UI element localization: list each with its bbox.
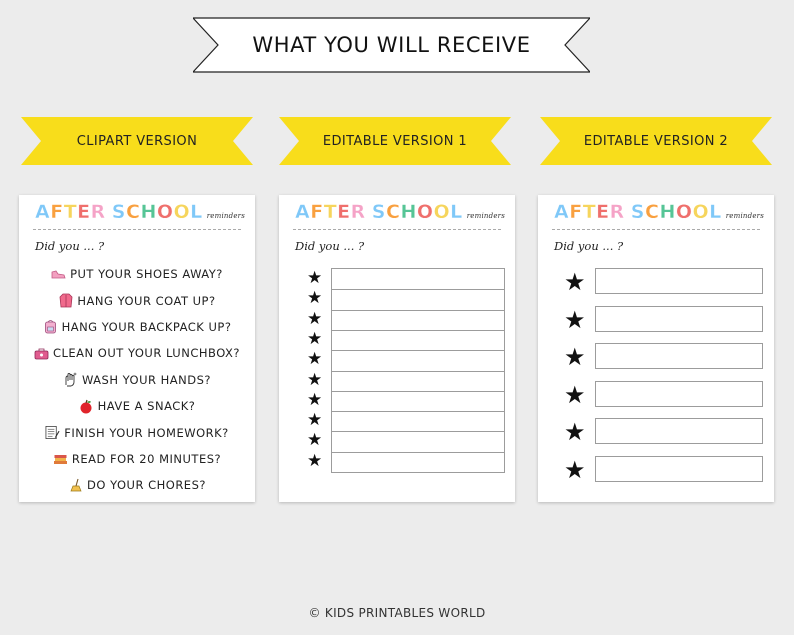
star-icon: ★ <box>564 418 586 446</box>
worksheet-title-text <box>554 201 722 223</box>
star-icon: ★ <box>307 430 323 451</box>
copyright-footer: © KIDS PRINTABLES WORLD <box>308 606 486 620</box>
list-item-text: WASH YOUR HANDS? <box>81 372 212 387</box>
list-item-text: DO YOUR CHORES? <box>87 478 206 493</box>
title-letter: O <box>433 201 451 223</box>
row-divider <box>332 452 504 453</box>
title-letter: R <box>350 201 366 223</box>
title-letter: C <box>125 201 141 223</box>
title-divider <box>33 229 241 230</box>
title-letter: L <box>190 201 203 223</box>
apple-icon <box>79 399 94 414</box>
chores-icon <box>68 478 83 493</box>
title-letter: A <box>554 201 570 223</box>
title-letter: C <box>385 201 401 223</box>
ribbon-editable-1 <box>279 117 511 165</box>
title-letter: O <box>675 201 693 223</box>
worksheet-title-suffix: reminders <box>206 212 246 220</box>
row-divider <box>332 431 504 432</box>
list-item-text: READ FOR 20 MINUTES? <box>71 451 222 466</box>
answer-box[interactable] <box>595 343 763 369</box>
top-banner <box>193 16 590 74</box>
list-item <box>19 340 255 366</box>
answer-row <box>538 306 774 332</box>
list-item <box>19 419 255 445</box>
title-letter: F <box>310 201 324 223</box>
star-icon: ★ <box>307 328 323 349</box>
worksheet-title-text <box>35 201 203 223</box>
title-letter: L <box>450 201 463 223</box>
ribbon-editable-2 <box>540 117 772 165</box>
list-item <box>19 261 255 287</box>
answer-row <box>538 268 774 294</box>
star-icon: ★ <box>307 450 323 471</box>
list-item-text: CLEAN OUT YOUR LUNCHBOX? <box>52 346 240 361</box>
title-letter: F <box>50 201 64 223</box>
title-letter: O <box>156 201 174 223</box>
title-letter: T <box>63 201 78 223</box>
title-letter: S <box>371 201 386 223</box>
star-icon: ★ <box>307 288 323 309</box>
shoe-icon <box>51 267 66 282</box>
title-letter: O <box>173 201 191 223</box>
row-divider <box>332 289 504 290</box>
list-item <box>19 446 255 472</box>
hands-icon <box>63 372 78 387</box>
row-divider <box>332 330 504 331</box>
ribbon-clipart <box>21 117 253 165</box>
row-divider <box>332 391 504 392</box>
lunchbox-icon <box>34 346 49 361</box>
title-letter: S <box>630 201 645 223</box>
star-icon: ★ <box>564 455 586 484</box>
ribbon-label: EDITABLE VERSION 2 <box>583 133 729 149</box>
title-divider <box>552 229 760 230</box>
page-title: WHAT YOU WILL RECEIVE <box>252 33 531 57</box>
worksheet-editable-2 <box>538 195 774 502</box>
star-icon: ★ <box>307 369 323 390</box>
title-letter: L <box>709 201 722 223</box>
worksheet-title <box>35 201 245 223</box>
star-icon: ★ <box>307 410 323 431</box>
answer-box[interactable] <box>595 306 763 332</box>
worksheet-title <box>554 201 764 223</box>
ribbon-label: CLIPART VERSION <box>76 133 198 149</box>
star-icon: ★ <box>564 268 586 296</box>
answer-row <box>538 343 774 369</box>
row-divider <box>332 350 504 351</box>
title-letter: C <box>644 201 660 223</box>
list-item <box>19 393 255 419</box>
title-letter: T <box>582 201 597 223</box>
row-divider <box>332 310 504 311</box>
answer-row <box>538 456 774 482</box>
answer-box[interactable] <box>595 418 763 444</box>
title-letter: E <box>596 201 610 223</box>
title-letter: O <box>692 201 710 223</box>
title-letter: A <box>35 201 51 223</box>
list-item-text: HANG YOUR COAT UP? <box>77 293 216 308</box>
title-letter: E <box>77 201 91 223</box>
answer-box[interactable] <box>595 381 763 407</box>
title-letter: F <box>569 201 583 223</box>
list-item-text: PUT YOUR SHOES AWAY? <box>70 267 223 282</box>
title-letter: E <box>337 201 351 223</box>
list-item <box>19 367 255 393</box>
list-item <box>19 314 255 340</box>
answer-box[interactable] <box>595 268 763 294</box>
backpack-icon <box>43 319 58 334</box>
star-icon: ★ <box>307 349 323 370</box>
worksheet-title-text <box>295 201 463 223</box>
star-icon: ★ <box>564 343 586 371</box>
worksheet-prompt: Did you ... ? <box>554 239 624 253</box>
list-item-text: HAVE A SNACK? <box>97 399 196 414</box>
worksheet-editable-1 <box>279 195 515 502</box>
books-icon <box>53 451 68 466</box>
answer-row <box>538 381 774 407</box>
worksheet-title-suffix: reminders <box>466 212 506 220</box>
worksheet-prompt: Did you ... ? <box>295 239 365 253</box>
title-letter: A <box>295 201 311 223</box>
title-letter: T <box>323 201 338 223</box>
row-divider <box>332 411 504 412</box>
list-item-text: FINISH YOUR HOMEWORK? <box>64 425 229 440</box>
list-item <box>19 287 255 313</box>
title-letter: H <box>140 201 157 223</box>
row-divider <box>332 371 504 372</box>
answer-box[interactable] <box>595 456 763 482</box>
title-letter: R <box>90 201 106 223</box>
checklist <box>19 261 255 499</box>
list-item <box>19 472 255 498</box>
answer-row <box>538 418 774 444</box>
ribbon-label: EDITABLE VERSION 1 <box>322 133 468 149</box>
worksheet-clipart <box>19 195 255 502</box>
worksheet-title <box>295 201 505 223</box>
list-item-text: HANG YOUR BACKPACK UP? <box>61 319 232 334</box>
title-letter: R <box>609 201 625 223</box>
star-icon: ★ <box>307 308 323 329</box>
title-divider <box>293 229 501 230</box>
star-icon: ★ <box>564 380 586 409</box>
star-icon: ★ <box>307 268 323 288</box>
star-icon: ★ <box>307 389 323 410</box>
title-letter: H <box>659 201 676 223</box>
answer-box-grid[interactable] <box>331 268 505 473</box>
worksheet-prompt: Did you ... ? <box>35 239 105 253</box>
worksheet-title-suffix: reminders <box>725 212 765 220</box>
homework-icon <box>45 425 60 440</box>
title-letter: H <box>400 201 417 223</box>
star-icon: ★ <box>564 305 586 334</box>
title-letter: S <box>111 201 126 223</box>
coat-icon <box>58 293 73 308</box>
title-letter: O <box>416 201 434 223</box>
